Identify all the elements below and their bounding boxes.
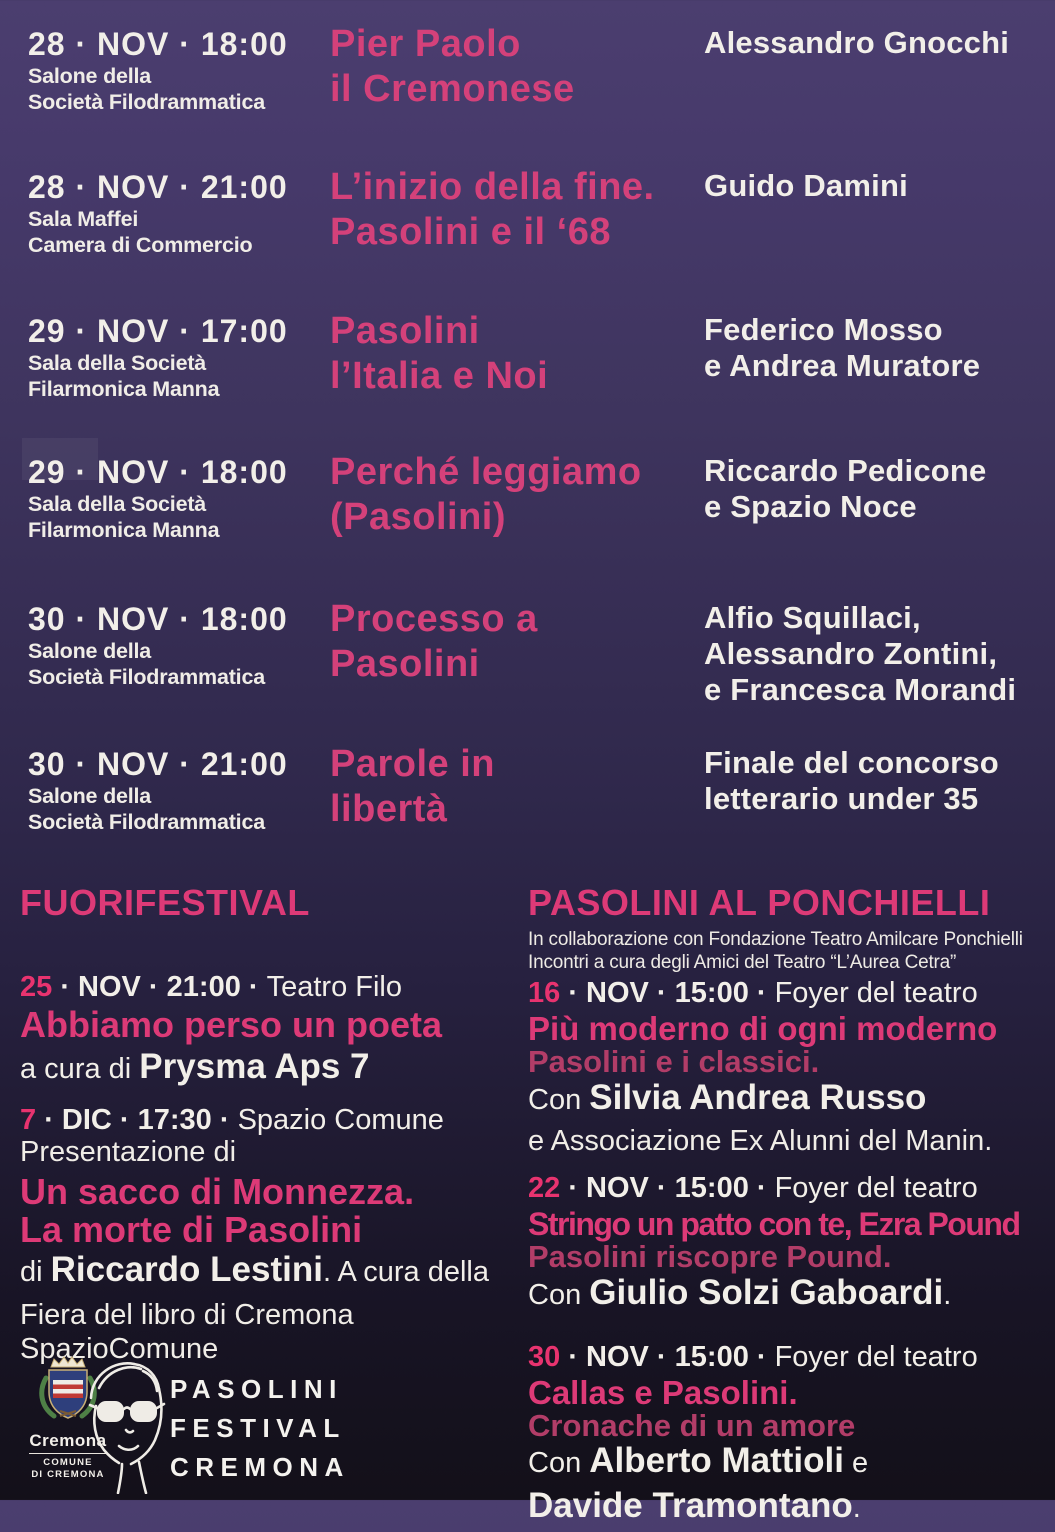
event-venue xyxy=(28,206,323,258)
event-note: e Associazione Ex Alunni del Manin. xyxy=(528,1125,993,1157)
credit-name: Riccardo Lestini xyxy=(50,1250,323,1289)
venue-line: Filarmonica Manna xyxy=(28,518,220,542)
event-day: 25 xyxy=(20,971,53,1003)
venue-line: Società Filodrammatica xyxy=(28,90,265,114)
venue-line: Salone della xyxy=(28,639,152,663)
event-credit xyxy=(528,1078,1048,1125)
venue-line: Società Filodrammatica xyxy=(28,665,265,689)
event-title: Un sacco di Monnezza. xyxy=(20,1171,415,1212)
speaker-line: e Andrea Muratore xyxy=(704,348,981,383)
event-meta xyxy=(528,978,1048,1008)
event-venue xyxy=(28,638,323,690)
event-venue: Foyer del teatro xyxy=(774,977,978,1009)
event-note: Fiera del libro di Cremona xyxy=(20,1299,354,1331)
event-subtitle: Pasolini e i classici. xyxy=(528,1044,820,1079)
credit-suffix: . A cura della xyxy=(322,1256,489,1288)
title-line: Pier Paolo xyxy=(330,23,521,65)
fuorifestival-section xyxy=(20,884,520,1366)
collaboration-note: In collaborazione con Fondazione Teatro Amilcare Ponchielli xyxy=(528,929,1023,950)
event-day: 16 xyxy=(528,977,561,1009)
event-subtitle: Pasolini riscopre Pound. xyxy=(528,1239,892,1274)
title-line: Pasolini e il ‘68 xyxy=(330,211,611,253)
event-title xyxy=(330,597,710,687)
title-line: Processo a xyxy=(330,598,538,640)
event-datetime: 28 · NOV · 18:00 xyxy=(28,26,288,62)
event-speakers xyxy=(704,600,1049,708)
title-line: Pasolini xyxy=(330,643,480,685)
event-date-time: · NOV · 15:00 · xyxy=(560,1172,775,1204)
title-line: Pasolini xyxy=(330,310,480,352)
venue-line: Salone della xyxy=(28,64,152,88)
event-speakers xyxy=(704,168,1049,204)
event-datetime: 30 · NOV · 21:00 xyxy=(28,746,288,782)
event-meta xyxy=(528,1173,1048,1203)
event-venue xyxy=(28,783,323,835)
event-note: SpazioComune xyxy=(20,1333,219,1365)
venue-line: Società Filodrammatica xyxy=(28,810,265,834)
event-day: 22 xyxy=(528,1172,561,1204)
credit-suffix: . xyxy=(852,1492,861,1524)
venue-line: Sala della Società xyxy=(28,492,207,516)
title-line: libertà xyxy=(330,788,448,830)
title-line: Parole in xyxy=(330,743,495,785)
credit-name: Giulio Solzi Gaboardi xyxy=(589,1273,944,1312)
speaker-line: Alessandro Gnocchi xyxy=(704,25,1010,60)
event-venue: Spazio Comune xyxy=(237,1104,444,1136)
event-title: Abbiamo perso un poeta xyxy=(20,1004,443,1045)
speaker-line: letterario under 35 xyxy=(704,781,979,816)
event-datetime: 29 · NOV · 17:00 xyxy=(28,313,288,349)
credit-name: Prysma Aps 7 xyxy=(139,1047,370,1086)
event-date-time: · DIC · 17:30 · xyxy=(36,1104,238,1136)
speaker-line: Riccardo Pedicone xyxy=(704,453,987,488)
credit-prefix: Con xyxy=(528,1279,590,1311)
speaker-line: Finale del concorso xyxy=(704,745,999,780)
event-venue: Teatro Filo xyxy=(266,971,402,1003)
title-line: il Cremonese xyxy=(330,68,575,110)
event-subtitle: Cronache di un amore xyxy=(528,1408,856,1443)
event-day: 7 xyxy=(20,1104,37,1136)
festival-wordmark-line: CREMONA xyxy=(170,1452,350,1482)
event-venue xyxy=(28,350,323,402)
ponchielli-heading: PASOLINI AL PONCHIELLI xyxy=(528,882,991,923)
event-intro: Presentazione di xyxy=(20,1136,237,1168)
fuorifestival-heading: FUORIFESTIVAL xyxy=(20,882,310,923)
title-line: (Pasolini) xyxy=(330,496,507,538)
event-datetime: 28 · NOV · 21:00 xyxy=(28,169,288,205)
credit-name: Silvia Andrea Russo xyxy=(589,1078,927,1117)
event-date-time: · NOV · 15:00 · xyxy=(560,1341,775,1373)
ponchielli-section xyxy=(528,884,1048,1532)
event-datetime: 30 · NOV · 18:00 xyxy=(28,601,288,637)
event-credit xyxy=(20,1249,520,1298)
event-title xyxy=(330,309,710,399)
comune-name: Cremona xyxy=(29,1431,106,1454)
event-title xyxy=(330,165,710,255)
event-credit xyxy=(20,1044,520,1097)
credit-prefix: di xyxy=(20,1256,51,1288)
event-title: Callas e Pasolini. xyxy=(528,1374,798,1411)
title-line: Perché leggiamo xyxy=(330,451,642,493)
festival-wordmark-line: FESTIVAL xyxy=(170,1413,346,1443)
credit-prefix: Con xyxy=(528,1447,590,1479)
event-meta xyxy=(20,1105,520,1135)
comune-label-line: COMUNE xyxy=(43,1457,93,1468)
credit-name: Alberto Mattioli xyxy=(589,1441,844,1480)
event-venue xyxy=(28,491,323,543)
event-title xyxy=(330,22,710,112)
speaker-line: Alfio Squillaci, xyxy=(704,600,921,635)
venue-line: Camera di Commercio xyxy=(28,233,253,257)
event-venue xyxy=(28,63,323,115)
event-credit xyxy=(528,1273,1048,1320)
venue-line: Sala Maffei xyxy=(28,207,139,231)
credit-suffix: e xyxy=(843,1447,869,1479)
event-title xyxy=(330,450,710,540)
credit-prefix: Con xyxy=(528,1084,590,1116)
event-title: Stringo un patto con te, Ezra Pound xyxy=(528,1206,1020,1242)
event-speakers xyxy=(704,312,1049,384)
title-line: l’Italia e Noi xyxy=(330,355,549,397)
event-datetime: 29 · NOV · 18:00 xyxy=(28,454,288,490)
event-speakers xyxy=(704,25,1049,61)
speaker-line: e Francesca Morandi xyxy=(704,672,1017,707)
credit-suffix: . xyxy=(943,1279,952,1311)
collaboration-note: Incontri a cura degli Amici del Teatro “L’Aurea Cetra” xyxy=(528,952,957,973)
comune-label-line: DI CREMONA xyxy=(31,1469,105,1480)
speaker-line: e Spazio Noce xyxy=(704,489,917,524)
event-meta xyxy=(528,1342,1048,1372)
title-line: L’inizio della fine. xyxy=(330,166,655,208)
event-date-time: · NOV · 21:00 · xyxy=(52,971,267,1003)
speaker-line: Guido Damini xyxy=(704,168,908,203)
speaker-line: Alessandro Zontini, xyxy=(704,636,998,671)
footer-logos xyxy=(18,1348,538,1498)
credit-prefix: a cura di xyxy=(20,1053,140,1085)
event-title: La morte di Pasolini xyxy=(20,1209,363,1250)
pasolini-face-icon xyxy=(82,1354,172,1494)
venue-line: Salone della xyxy=(28,784,152,808)
venue-line: Sala della Società xyxy=(28,351,207,375)
event-speakers xyxy=(704,453,1049,525)
event-meta xyxy=(20,972,520,1002)
credit-name: Davide Tramontano xyxy=(528,1486,853,1525)
venue-line: Filarmonica Manna xyxy=(28,377,220,401)
event-credit xyxy=(528,1487,1048,1532)
event-title: Più moderno di ogni moderno xyxy=(528,1010,998,1047)
event-day: 30 xyxy=(528,1341,561,1373)
festival-wordmark-line: PASOLINI xyxy=(170,1374,343,1404)
event-credit xyxy=(528,1442,1048,1487)
event-speakers xyxy=(704,745,1049,817)
event-date-time: · NOV · 15:00 · xyxy=(560,977,775,1009)
event-venue: Foyer del teatro xyxy=(774,1341,978,1373)
festival-wordmark xyxy=(170,1370,350,1487)
event-venue: Foyer del teatro xyxy=(774,1172,978,1204)
speaker-line: Federico Mosso xyxy=(704,312,943,347)
event-title xyxy=(330,742,710,832)
